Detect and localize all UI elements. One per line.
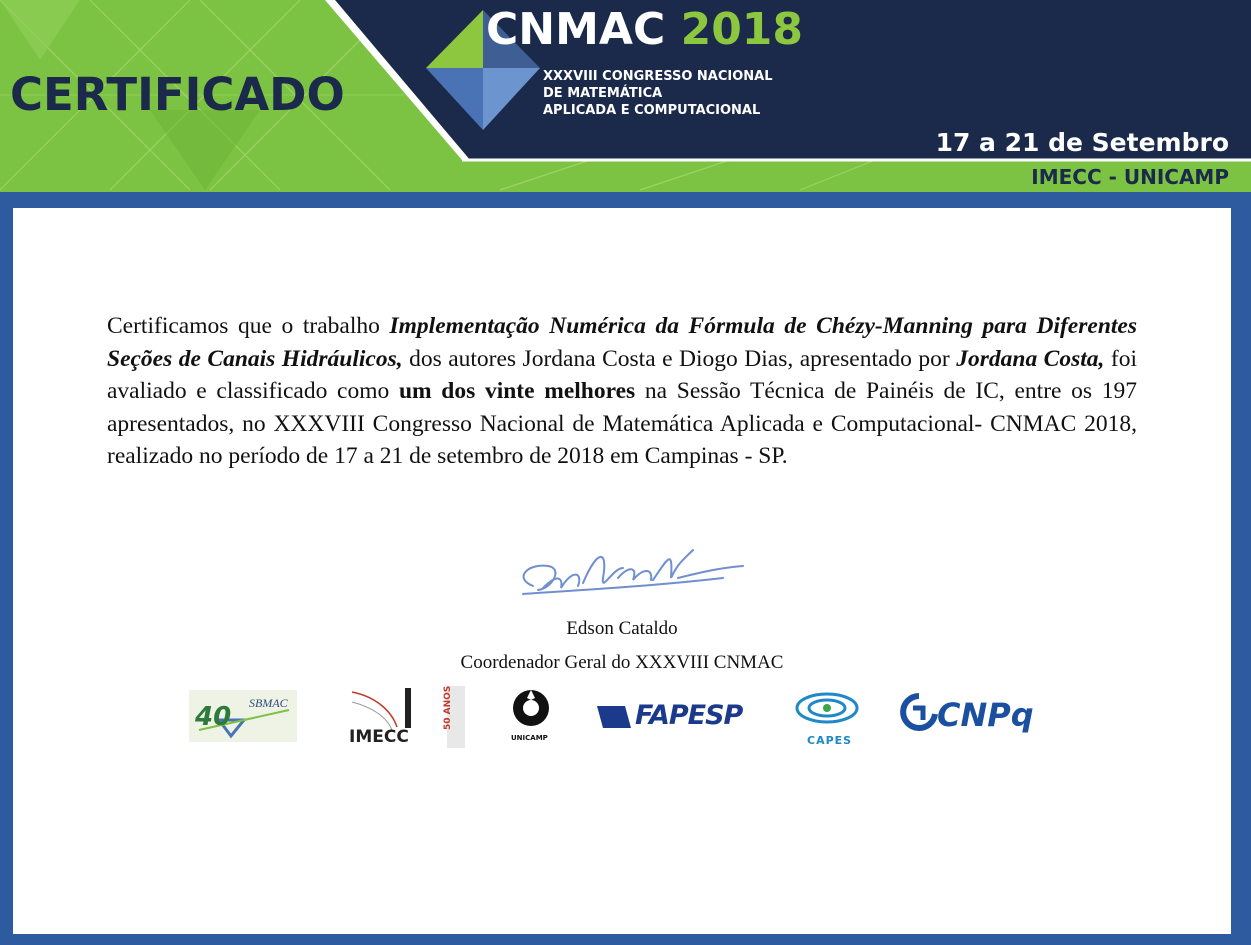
unicamp-logo (507, 688, 563, 748)
event-brand (486, 4, 804, 55)
sbmac-label: SBMAC (249, 696, 288, 710)
work-title: Implementação Numérica da Fórmula de Chézy-Manning para Diferentes Seções de Canais Hidráulicos, (107, 313, 1137, 372)
event-subtitle (543, 68, 773, 119)
text-part: dos autores Jordana Costa e Diogo Dias, apresentado por (402, 345, 957, 372)
event-venue: IMECC - UNICAMP (1031, 165, 1229, 189)
event-name: CNMAC (486, 4, 666, 55)
signer-role: Coordenador Geral do XXXVIII CNMAC (460, 652, 784, 673)
sponsor-logos (183, 678, 1083, 753)
text-part: na Sessão Técnica de Painéis de IC, entre os 197 apresentados, no XXXVIII Congresso Nacional de Matemática Aplicada e Computacional- CNMAC 2018, realizado no período de 17 a 21 de setembro de 2018 em Campinas - SP. (107, 378, 1137, 469)
event-subtitle-line: APLICADA E COMPUTACIONAL (543, 103, 761, 118)
certificate-body (13, 208, 1231, 934)
signature-image (503, 538, 763, 608)
fapesp-label: FAPESP (635, 700, 743, 731)
unicamp-label: UNICAMP (511, 734, 548, 742)
capes-label: CAPES (807, 734, 853, 747)
event-subtitle-line: DE MATEMÁTICA (543, 86, 663, 101)
capes-logo (793, 684, 863, 752)
imecc-label: IMECC (349, 727, 409, 747)
certificate-header (0, 0, 1251, 192)
text-part: Certificamos que o trabalho (107, 313, 390, 339)
ranking: um dos vinte melhores (398, 378, 636, 404)
cnpq-logo (899, 692, 1069, 742)
imecc-years: 50 ANOS (443, 685, 453, 730)
sbmac-number: 40 (195, 702, 232, 732)
presenter-name: Jordana Costa, (956, 345, 1105, 372)
event-subtitle-line: XXXVIII CONGRESSO NACIONAL (543, 69, 773, 84)
sbmac-logo (189, 690, 297, 742)
imecc-logo (347, 682, 467, 752)
certificate-text (107, 310, 1137, 473)
event-dates: 17 a 21 de Setembro (935, 128, 1229, 157)
signer-name: Edson Cataldo (566, 618, 678, 639)
certificate-heading: CERTIFICADO (10, 68, 345, 121)
cnpq-label: CNPq (937, 696, 1034, 734)
text-part: foi avaliado e classificado como (107, 345, 1137, 404)
fapesp-logo (595, 698, 765, 738)
event-year: 2018 (680, 4, 804, 55)
